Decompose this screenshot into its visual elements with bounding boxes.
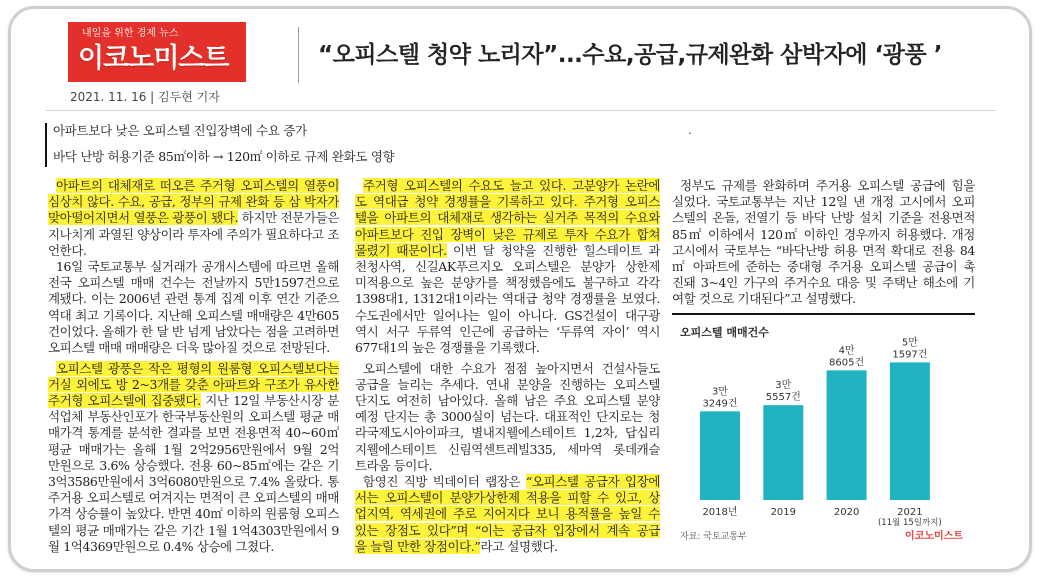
highlighted-text: 아파트의 대체재로 떠오른 주거형 오피스텔의 열풍이: [56, 178, 339, 193]
text-run: 수도권에서만 일어나는 일이 아니다. GS건설이 대구광: [355, 307, 660, 323]
text-line: [48, 291, 339, 307]
text-line: [355, 275, 660, 291]
text-line: [48, 178, 339, 194]
text-run: 677대1의 높은 경쟁률을 기록했다.: [355, 339, 540, 355]
chart-source: 자료: 국토교통부: [680, 532, 747, 542]
text-line: [672, 259, 975, 275]
text-run: 단지도 여전히 남아있다. 올해 남은 주요 오피스텔 분양: [355, 393, 660, 409]
text-line: [48, 442, 339, 458]
highlighted-text: “오피스텔 공급자 입장에: [525, 473, 660, 489]
text-run: 역대 최고 기록이다. 지난해 오피스텔 매매량은 4만605: [48, 307, 339, 323]
text-run: 라고 설명했다.: [480, 538, 558, 554]
highlighted-text: 주거형 오피스텔의 수요도 늘고 있다. 고분양가 논란에: [363, 178, 660, 193]
text-run: 공급을 늘리는 추세다. 연내 분양을 진행하는 오피스텔: [355, 376, 660, 392]
text-line: [48, 506, 339, 522]
highlighted-text: 심상치 않다. 수요, 공급, 정부의 규제 완화 등 삼 박자가: [48, 194, 339, 210]
text-line: [355, 243, 660, 259]
text-line: [355, 227, 660, 243]
article-title: “오피스텔 청약 노리자”...수요,공급,규제완화 삼박자에 ‘광풍 ’: [318, 42, 942, 68]
chart-bar: [890, 362, 930, 500]
article-section: [672, 178, 975, 308]
text-run: 지난 12일 부동산시장 분: [200, 393, 339, 409]
text-line: [672, 275, 975, 291]
subheading: 바닥 난방 허용기준 85㎡이하 → 120㎡ 이하로 규제 완화도 영향: [53, 149, 395, 164]
chart-credit-logo: 이코노미스트: [905, 531, 963, 542]
text-run: 여할 것으로 기대된다”고 설명했다.: [672, 291, 856, 307]
text-run: 정부도 규제를 완화하며 주거용 오피스텔 공급에 힘을: [680, 178, 975, 193]
text-line: [48, 194, 339, 210]
text-line: [48, 393, 339, 409]
text-line: [355, 409, 660, 425]
article-section: [355, 361, 660, 555]
text-line: [48, 474, 339, 490]
text-line: [672, 227, 975, 243]
highlighted-text: 몰렸기 때문이다.: [355, 242, 447, 258]
text-run: 지나치게 과열된 양상이라 투자에 주의가 필요하다고 조: [48, 226, 339, 242]
text-run: 매가격 통계를 분석한 결과를 보면 전용면적 40~60㎡: [48, 425, 339, 441]
text-line: [355, 340, 660, 356]
text-run: ㎡ 아파트에 준하는 중대형 주거용 오피스텔 공급이 촉: [672, 258, 975, 274]
text-run: 미적용으로 높은 분양가를 책정했음에도 불구하고 각각: [355, 275, 660, 291]
subheading: 아파트보다 낮은 오피스텔 진입장벽에 수요 증가: [53, 123, 307, 138]
logo: [68, 22, 246, 82]
text-line: [355, 425, 660, 441]
text-line: [48, 259, 339, 275]
x-tick-label: 2018년: [702, 507, 738, 518]
text-line: [355, 377, 660, 393]
bar-value-label: 4만: [838, 345, 855, 357]
text-line: [672, 291, 975, 307]
article-column-1: [48, 178, 339, 555]
text-run: 오피스텔에 대한 수요가 점점 높아지면서 건설사들도: [363, 360, 660, 376]
text-run: 주거용 오피스텔로 여겨지는 면적이 큰 오피스텔의 매매: [48, 490, 339, 506]
highlighted-text: 주거형 오피스텔에 집중됐다.: [48, 393, 201, 409]
text-run: 천청사역, 신길AK푸르지오 오피스텔은 분양가 상한제: [355, 258, 660, 274]
bar-value-label: 5557건: [765, 392, 801, 404]
paragraph: [672, 178, 975, 308]
text-run: 실었다. 국토교통부는 지난 12일 낸 개정 고시에서 오피: [672, 194, 975, 210]
subhead-bar: [45, 123, 47, 167]
highlighted-text: 거실 외에도 방 2~3개를 갖춘 아파트와 구조가 유사한: [48, 376, 339, 392]
text-line: [355, 539, 660, 555]
highlighted-text: 맞아떨어지면서 열풍은 광풍이 됐다.: [48, 210, 239, 226]
x-tick-note: (11월 15일까지): [877, 518, 942, 528]
text-line: [355, 361, 660, 377]
text-line: [48, 243, 339, 259]
highlighted-text: 오피스텔 광풍은 작은 평형의 원룸형 오피스텔보다는: [56, 360, 339, 376]
text-run: 오피스텔 매매 매매량은 더욱 많아질 것으로 전망된다.: [48, 339, 330, 355]
text-line: [355, 523, 660, 539]
text-line: [355, 490, 660, 506]
text-line: [355, 259, 660, 275]
highlighted-text: 서는 오피스텔이 분양가상한제 적용을 피할 수 있고, 상: [355, 490, 660, 506]
paragraph: [355, 361, 660, 474]
bar-value-label: 3249건: [702, 398, 738, 410]
text-run: 가격 상승률이 높았다. 반면 40㎡ 이하의 원룸형 오피스: [48, 506, 339, 522]
text-run: 1398대1, 1312대1이라는 역대급 청약 경쟁률을 보였다.: [355, 291, 660, 307]
text-run: 계됐다. 이는 2006년 관련 통계 집계 이후 연간 기준으: [48, 291, 339, 307]
chart-bar: [827, 370, 867, 500]
text-run: 스텔의 온돌, 전열기 등 바닥 난방 설치 기준을 전용면적: [672, 210, 975, 226]
text-run: 85㎡ 이하에서 120㎡ 이하인 경우까지 허용했다. 개정: [672, 226, 975, 242]
text-line: [355, 324, 660, 340]
highlighted-text: 업지역, 역세권에 주로 지어지다 보니 용적률을 높일 수: [355, 506, 660, 522]
text-line: [48, 458, 339, 474]
text-line: [672, 178, 975, 194]
stray-mark: .: [688, 123, 692, 137]
text-line: [48, 377, 339, 393]
text-line: [48, 324, 339, 340]
text-line: [355, 442, 660, 458]
paragraph: [48, 178, 339, 259]
text-line: [48, 409, 339, 425]
article-column-2: [355, 178, 660, 555]
text-line: [355, 194, 660, 210]
text-run: 3억3586만원에서 3억6080만원으로 7.4% 올랐다. 통: [48, 473, 339, 489]
text-line: [48, 275, 339, 291]
text-run: 라국제도시아이파크, 별내지웰에스테이트 1,2차, 답십리: [355, 425, 660, 441]
chart-top-rule: [672, 313, 975, 315]
chart: [672, 313, 975, 553]
header-rule: [46, 110, 996, 111]
text-line: [672, 194, 975, 210]
text-run: 예정 단지는 총 3000실이 넘는다. 대표적인 단지로는 청: [355, 409, 660, 425]
text-line: [355, 178, 660, 194]
highlighted-text: 아파트보다 진입 장벽이 낮은 규제로 투자 수요가 합쳐: [355, 226, 660, 242]
text-line: [48, 539, 339, 555]
chart-bar: [763, 405, 803, 500]
text-line: [355, 474, 660, 490]
text-run: 이번 달 청약을 진행한 힐스테이트 과: [446, 242, 660, 258]
chart-title: 오피스텔 매매건수: [680, 326, 769, 339]
text-run: 진돼 3~4인 가구의 주거수요 대응 및 주택난 해소에 기: [672, 275, 975, 291]
text-line: [48, 490, 339, 506]
highlighted-text: 을 늘릴 만한 장점이다.”: [355, 538, 481, 554]
bar-chart: [672, 318, 975, 530]
text-line: [355, 291, 660, 307]
logo-tagline: 내일을 위한 경제 뉴스: [82, 28, 179, 39]
text-line: [48, 425, 339, 441]
text-line: [355, 458, 660, 474]
text-run: 평균 매매가는 올해 1월 2억2956만원에서 9월 2억: [48, 441, 339, 457]
text-line: [48, 340, 339, 356]
paragraph: [48, 361, 339, 555]
bar-value-label: 3만: [711, 386, 729, 398]
text-run: 16일 국토교통부 실거래가 공개시스템에 따르면 올해: [56, 258, 339, 274]
text-line: [48, 308, 339, 324]
highlighted-text: 도 역대급 청약 경쟁률을 기록하고 있다. 주거형 오피스: [355, 194, 660, 210]
bar-value-label: 8605건: [829, 357, 865, 369]
text-line: [48, 210, 339, 226]
header-divider: [298, 27, 299, 83]
text-run: 만원으로 3.6% 상승했다. 전용 60~85㎡에는 같은 기: [48, 457, 339, 473]
highlighted-text: 있는 장점도 있다”며 “이는 공급자 입장에서 계속 공급: [355, 522, 660, 538]
logo-wordmark: 이코노미스트: [78, 43, 229, 74]
chart-bar: [700, 411, 740, 500]
text-line: [355, 308, 660, 324]
article-section: [48, 361, 339, 555]
bar-value-label: 3만: [775, 380, 792, 392]
article-section: [355, 178, 660, 356]
text-run: 언한다.: [48, 242, 87, 258]
paragraph: [355, 474, 660, 555]
text-line: [48, 361, 339, 377]
bar-value-label: 5만: [901, 337, 918, 349]
text-line: [672, 243, 975, 259]
highlighted-text: 텔을 아파트의 대체재로 생각하는 실거주 목적의 수요와: [355, 210, 660, 226]
text-line: [48, 227, 339, 243]
text-line: [355, 210, 660, 226]
text-run: 하지만 전문가들은: [238, 210, 339, 226]
text-run: 전국 오피스텔 매매 건수는 전날까지 5만1597건으로: [48, 275, 339, 291]
text-line: [672, 210, 975, 226]
text-run: 텔의 평균 매매가는 같은 기간 1월 1억4303만원에서 9: [48, 522, 339, 538]
x-tick-label: 2021: [897, 507, 923, 518]
text-line: [48, 523, 339, 539]
text-run: 석업체 부동산인포가 한국부동산원의 오피스텔 평균 매: [48, 409, 339, 425]
text-run: 고시에서 국토부는 “바닥난방 허용 면적 확대로 전용 84: [672, 242, 975, 258]
text-line: [355, 506, 660, 522]
text-run: 월 1억4369만원으로 0.4% 상승에 그쳤다.: [48, 538, 274, 554]
text-run: 함영진 직방 빅데이터 랩장은: [363, 473, 526, 489]
text-run: 지웰에스테이트 신림역센트레빌335, 세마역 롯데캐슬: [355, 441, 660, 457]
x-tick-label: 2020: [833, 507, 860, 518]
text-line: [355, 393, 660, 409]
x-tick-label: 2019: [770, 507, 797, 518]
article-section: [48, 178, 339, 356]
text-run: 트라움 등이다.: [355, 457, 433, 473]
text-run: 역시 서구 두류역 인근에 공급하는 ‘두류역 자이’ 역시: [355, 323, 660, 339]
text-run: 건이었다. 올해가 한 달 반 넘게 남았다는 점을 고려하면: [48, 323, 339, 339]
paragraph: [355, 178, 660, 356]
byline: 2021. 11. 16 | 김두현 기자: [70, 90, 220, 104]
bar-value-label: 1597건: [892, 349, 928, 361]
article-column-3: [672, 178, 975, 308]
paragraph: [48, 259, 339, 356]
